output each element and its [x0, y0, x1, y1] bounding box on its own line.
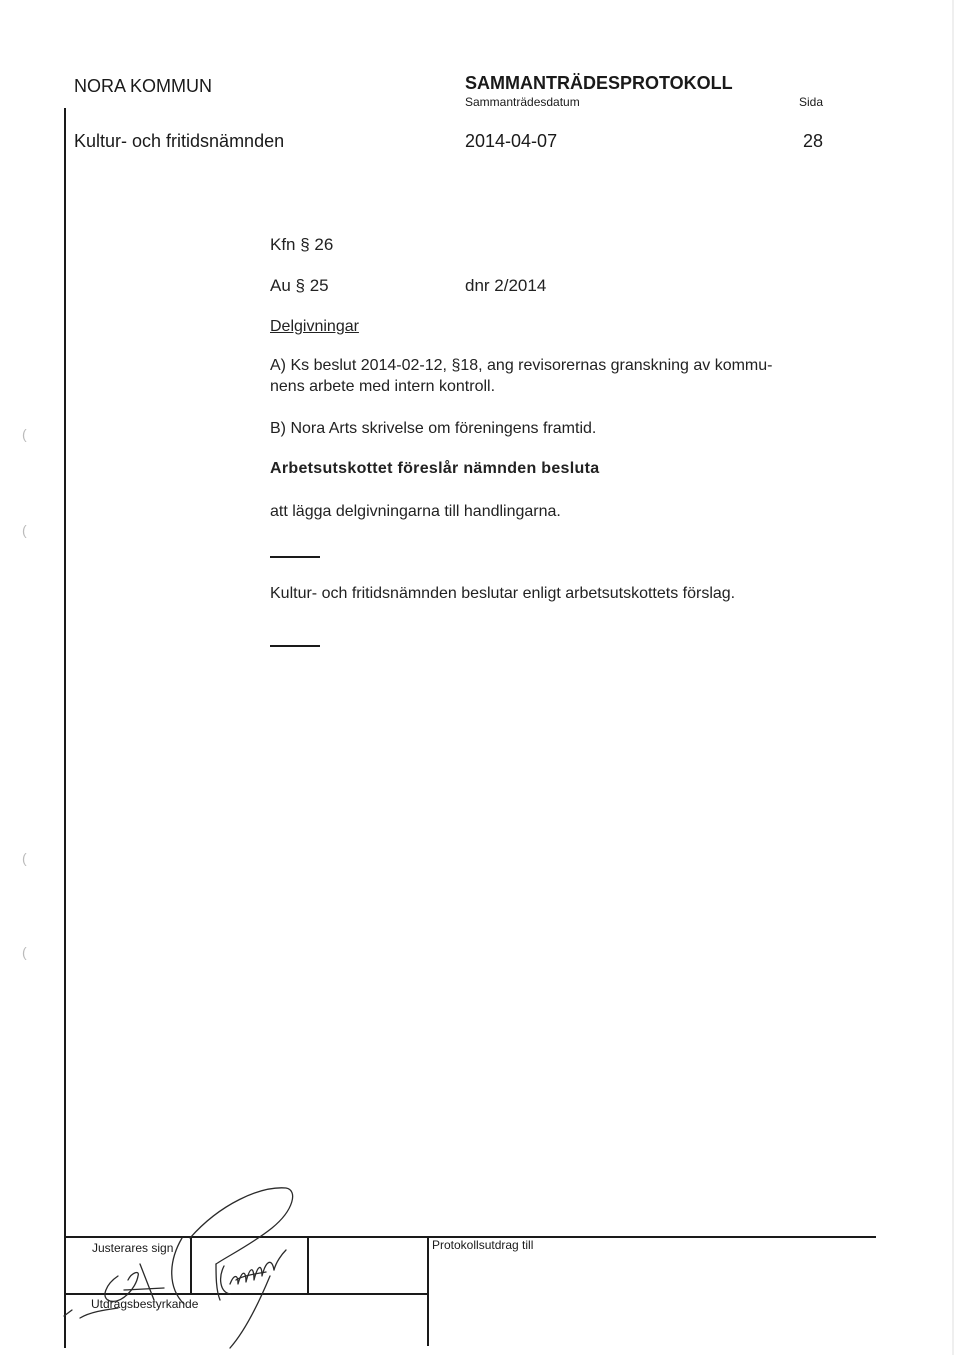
proposal-heading: Arbetsutskottet föreslår nämnden besluta — [270, 460, 600, 477]
footer-divider — [427, 1236, 429, 1346]
utdrag-label: Utdragsbestyrkande — [91, 1297, 199, 1311]
document-type: SAMMANTRÄDESPROTOKOLL — [465, 73, 733, 93]
handwritten-signature — [60, 1180, 320, 1355]
committee-name: Kultur- och fritidsnämnden — [74, 131, 285, 151]
item-a-line1: A) Ks beslut 2014-02-12, §18, ang revisorernas granskning av kommu- — [270, 357, 773, 374]
item-a-line2: nens arbete med intern kontroll. — [270, 378, 496, 395]
page-label: Sida — [799, 95, 824, 109]
decision-text: Kultur- och fritidsnämnden beslutar enligt arbetsutskottets förslag. — [270, 585, 736, 602]
justerare-label: Justerares sign — [92, 1241, 174, 1255]
scan-mark: ( — [22, 944, 27, 960]
scan-mark: ( — [22, 850, 27, 866]
section-heading: Delgivningar — [270, 318, 359, 335]
proposal-text: att lägga delgivningarna till handlingarna. — [270, 503, 561, 520]
date-label: Sammanträdesdatum — [465, 95, 580, 109]
scan-mark: ( — [22, 522, 27, 538]
scan-mark: ( — [22, 426, 27, 442]
kfn-reference: Kfn § 26 — [270, 235, 334, 254]
separator-line — [270, 556, 320, 558]
page-number: 28 — [803, 131, 824, 151]
meeting-date: 2014-04-07 — [465, 131, 558, 151]
item-b: B) Nora Arts skrivelse om föreningens framtid. — [270, 420, 597, 437]
dnr-reference: dnr 2/2014 — [465, 276, 547, 295]
scan-edge — [952, 0, 954, 1355]
municipality-name: NORA KOMMUN — [74, 76, 213, 96]
margin-rule — [64, 108, 66, 1348]
protokollsutdrag-label: Protokollsutdrag till — [432, 1238, 534, 1252]
separator-line — [270, 645, 320, 647]
au-reference: Au § 25 — [270, 276, 329, 295]
